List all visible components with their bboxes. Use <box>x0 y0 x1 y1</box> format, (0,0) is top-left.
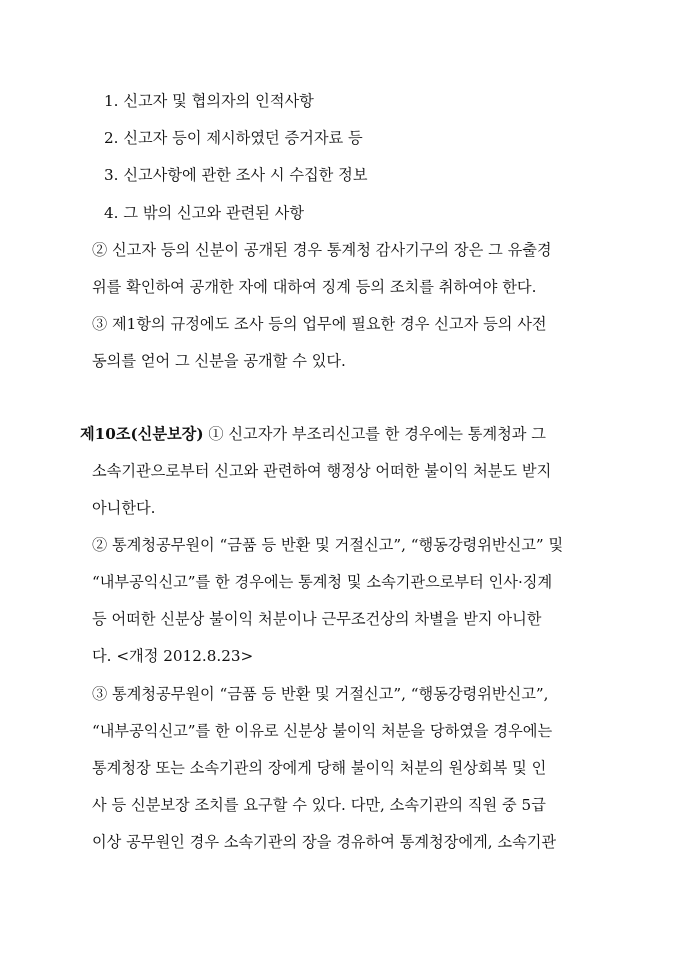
article10-heading: 제10조(신분보장) <box>80 425 204 443</box>
list-item-1: 1. 신고자 및 협의자의 인적사항 <box>104 92 314 110</box>
para3-line-1: ③ 제1항의 규정에도 조사 등의 업무에 필요한 경우 신고자 등의 사전 <box>92 315 547 333</box>
article10-line-5: “내부공익신고”를 한 경우에는 통계청 및 소속기관으로부터 인사·징계 <box>92 573 553 591</box>
article10-line-7: 다. <개정 2012.8.23> <box>92 647 254 665</box>
list-item-2: 2. 신고자 등이 제시하였던 증거자료 등 <box>104 129 363 147</box>
list-item-4: 4. 그 밖의 신고와 관련된 사항 <box>104 204 305 222</box>
article10-line-1: ① 신고자가 부조리신고를 한 경우에는 통계청과 그 <box>208 425 546 443</box>
article10-line-11: 사 등 신분보장 조치를 요구할 수 있다. 다만, 소속기관의 직원 중 5급 <box>92 796 546 814</box>
article10-line-8: ③ 통계청공무원이 “금품 등 반환 및 거절신고”, “행동강령위반신고”, <box>92 685 549 703</box>
article10-line-3: 아니한다. <box>92 499 156 517</box>
article10-first-line <box>80 424 546 444</box>
article10-line-10: 통계청장 또는 소속기관의 장에게 당해 불이익 처분의 원상회복 및 인 <box>92 759 547 777</box>
article10-line-6: 등 어떠한 신분상 불이익 처분이나 근무조건상의 차별을 받지 아니한 <box>92 610 542 628</box>
article10-line-12: 이상 공무원인 경우 소속기관의 장을 경유하여 통계청장에게, 소속기관 <box>92 833 557 851</box>
para2-line-2: 위를 확인하여 공개한 자에 대하여 징계 등의 조치를 취하여야 한다. <box>92 278 537 296</box>
article10-line-4: ② 통계청공무원이 “금품 등 반환 및 거절신고”, “행동강령위반신고” 및 <box>92 536 564 554</box>
article10-line-2: 소속기관으로부터 신고와 관련하여 행정상 어떠한 불이익 처분도 받지 <box>92 462 552 480</box>
list-item-3: 3. 신고사항에 관한 조사 시 수집한 정보 <box>104 166 368 184</box>
article10-line-9: “내부공익신고”를 한 이유로 신분상 불이익 처분을 당하였을 경우에는 <box>92 722 553 740</box>
para2-line-1: ② 신고자 등의 신분이 공개된 경우 통계청 감사기구의 장은 그 유출경 <box>92 241 552 259</box>
para3-line-2: 동의를 얻어 그 신분을 공개할 수 있다. <box>92 352 346 370</box>
